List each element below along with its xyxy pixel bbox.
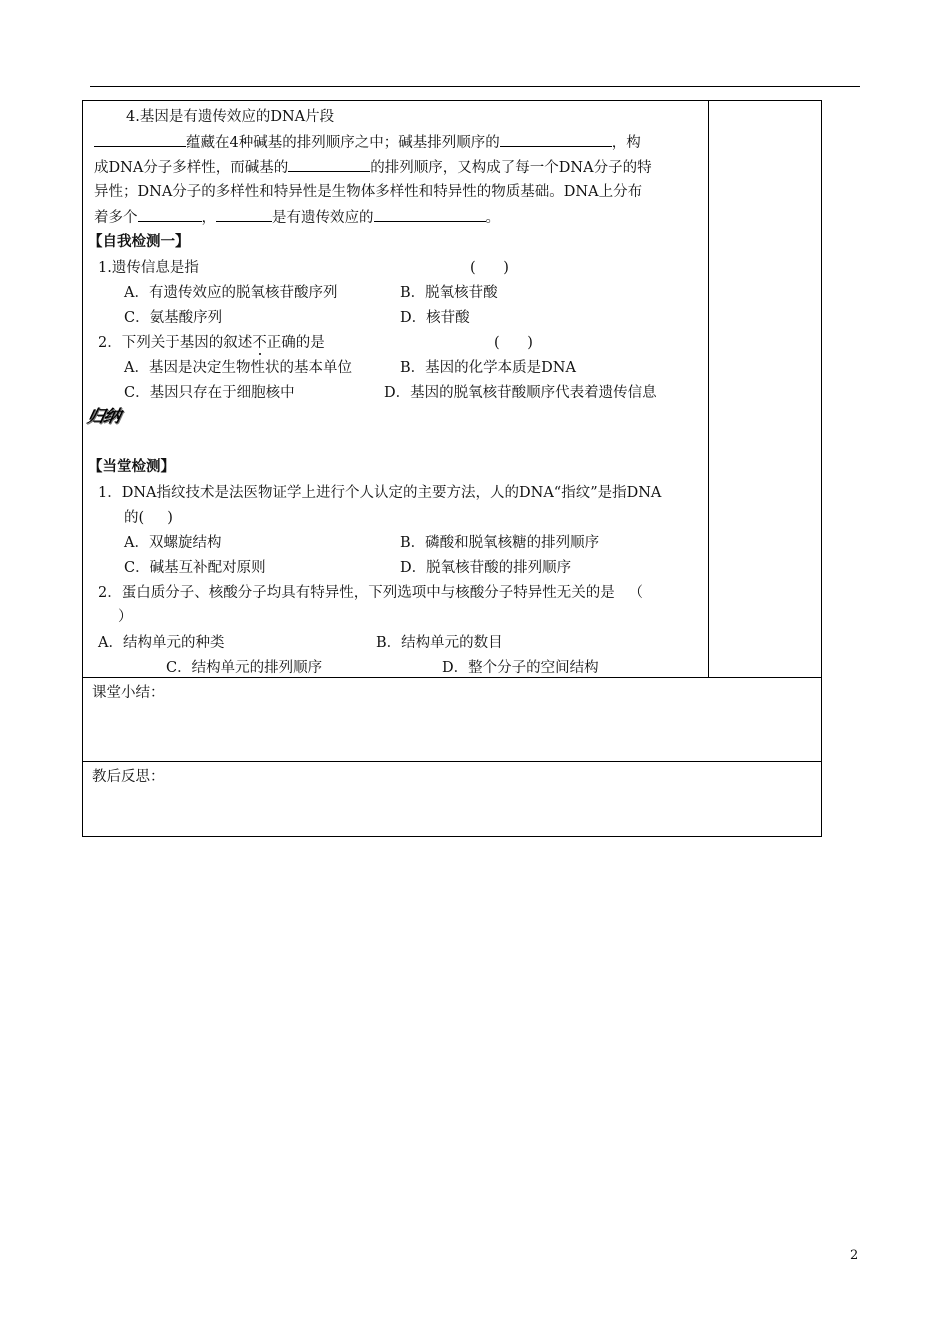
reflection-label: 教后反思： [92,769,165,785]
summary-badge-text: 归纳 [85,407,122,427]
self-q1-option-b[interactable]: B．脱氧核苷酸 [400,285,498,301]
class-summary-label: 课堂小结： [92,685,165,701]
text-segment: 蕴藏在4种碱基的排列顺序之中；碱基排列顺序的 [186,135,500,151]
class-q2-option-a[interactable]: A．结构单元的种类 [98,635,225,651]
self-q2-stem [98,333,325,353]
answer-blank[interactable] [500,132,612,147]
self-q2-answer-paren[interactable]: ( ) [494,335,533,351]
self-q1-answer-paren[interactable]: ( ) [470,260,509,276]
emphasis-dot-char: 不 [252,335,267,351]
self-q1-option-c[interactable]: C．氨基酸序列 [124,310,223,326]
class-q1-option-a[interactable]: A．双螺旋结构 [124,535,222,551]
text-segment: ， [201,210,216,226]
class-q1-stem-line1: 1．DNA指纹技术是法医物证学上进行个人认定的主要方法，人的DNA“指纹”是指DNA [98,485,662,501]
self-q1-stem: 1.遗传信息是指 [98,260,199,276]
header-rule [90,86,860,87]
row-divider-reflection [83,761,821,762]
class-q2-stem-line2[interactable]: ） [118,609,133,625]
text-segment: 是有遗传效应的 [272,210,374,226]
class-q2-stem-line1: 2．蛋白质分子、核酸分子均具有特异性，下列选项中与核酸分子特异性无关的是 （ [98,585,644,601]
lesson-table [82,100,822,837]
fill-line-4 [94,207,500,228]
self-q2-option-d[interactable]: D．基因的脱氧核苷酸顺序代表着遗传信息 [384,385,657,401]
text-segment: ，构 [611,135,641,151]
section-title: 4.基因是有遗传效应的DNA片段 [126,109,335,125]
text-segment: 着多个 [94,210,138,226]
self-q1-option-d[interactable]: D．核苷酸 [400,310,470,326]
class-check-heading: 【当堂检测】 [88,459,175,475]
text-segment: 。 [485,210,500,226]
answer-blank[interactable] [288,157,370,172]
text-segment: 成DNA分子多样性，而碱基的 [94,160,289,176]
self-q2-option-b[interactable]: B．基因的化学本质是DNA [400,360,576,376]
class-q2-option-c[interactable]: C．结构单元的排列顺序 [166,660,323,676]
fill-line-2 [94,157,652,178]
fill-line-1 [94,132,641,153]
self-q1-option-a[interactable]: A．有遗传效应的脱氧核苷酸序列 [124,285,338,301]
self-check-heading: 【自我检测一】 [88,234,190,250]
page-number: 2 [850,1248,859,1263]
notes-column-divider [708,101,709,677]
answer-blank[interactable] [374,207,486,222]
text-segment: 的排列顺序，又构成了每一个DNA分子的特 [370,160,652,176]
self-q2-option-a[interactable]: A．基因是决定生物性状的基本单位 [124,360,352,376]
class-q1-option-d[interactable]: D．脱氧核苷酸的排列顺序 [400,560,572,576]
class-q2-option-b[interactable]: B．结构单元的数目 [376,635,503,651]
class-q1-stem-line2[interactable]: 的( ) [124,510,173,526]
answer-blank[interactable] [216,207,272,222]
text-segment: 正确的是 [266,335,325,351]
summary-badge-icon [85,402,122,427]
class-q1-option-b[interactable]: B．磷酸和脱氧核糖的排列顺序 [400,535,600,551]
fill-line-3: 异性；DNA分子的多样性和特异性是生物体多样性和特异性的物质基础。DNA上分布 [94,184,643,200]
answer-blank[interactable] [138,207,202,222]
text-segment: 2．下列关于基因的叙述 [98,335,253,351]
class-q1-option-c[interactable]: C．碱基互补配对原则 [124,560,266,576]
answer-blank[interactable] [94,132,186,147]
class-q2-option-d[interactable]: D．整个分子的空间结构 [442,660,599,676]
self-q2-option-c[interactable]: C．基因只存在于细胞核中 [124,385,295,401]
